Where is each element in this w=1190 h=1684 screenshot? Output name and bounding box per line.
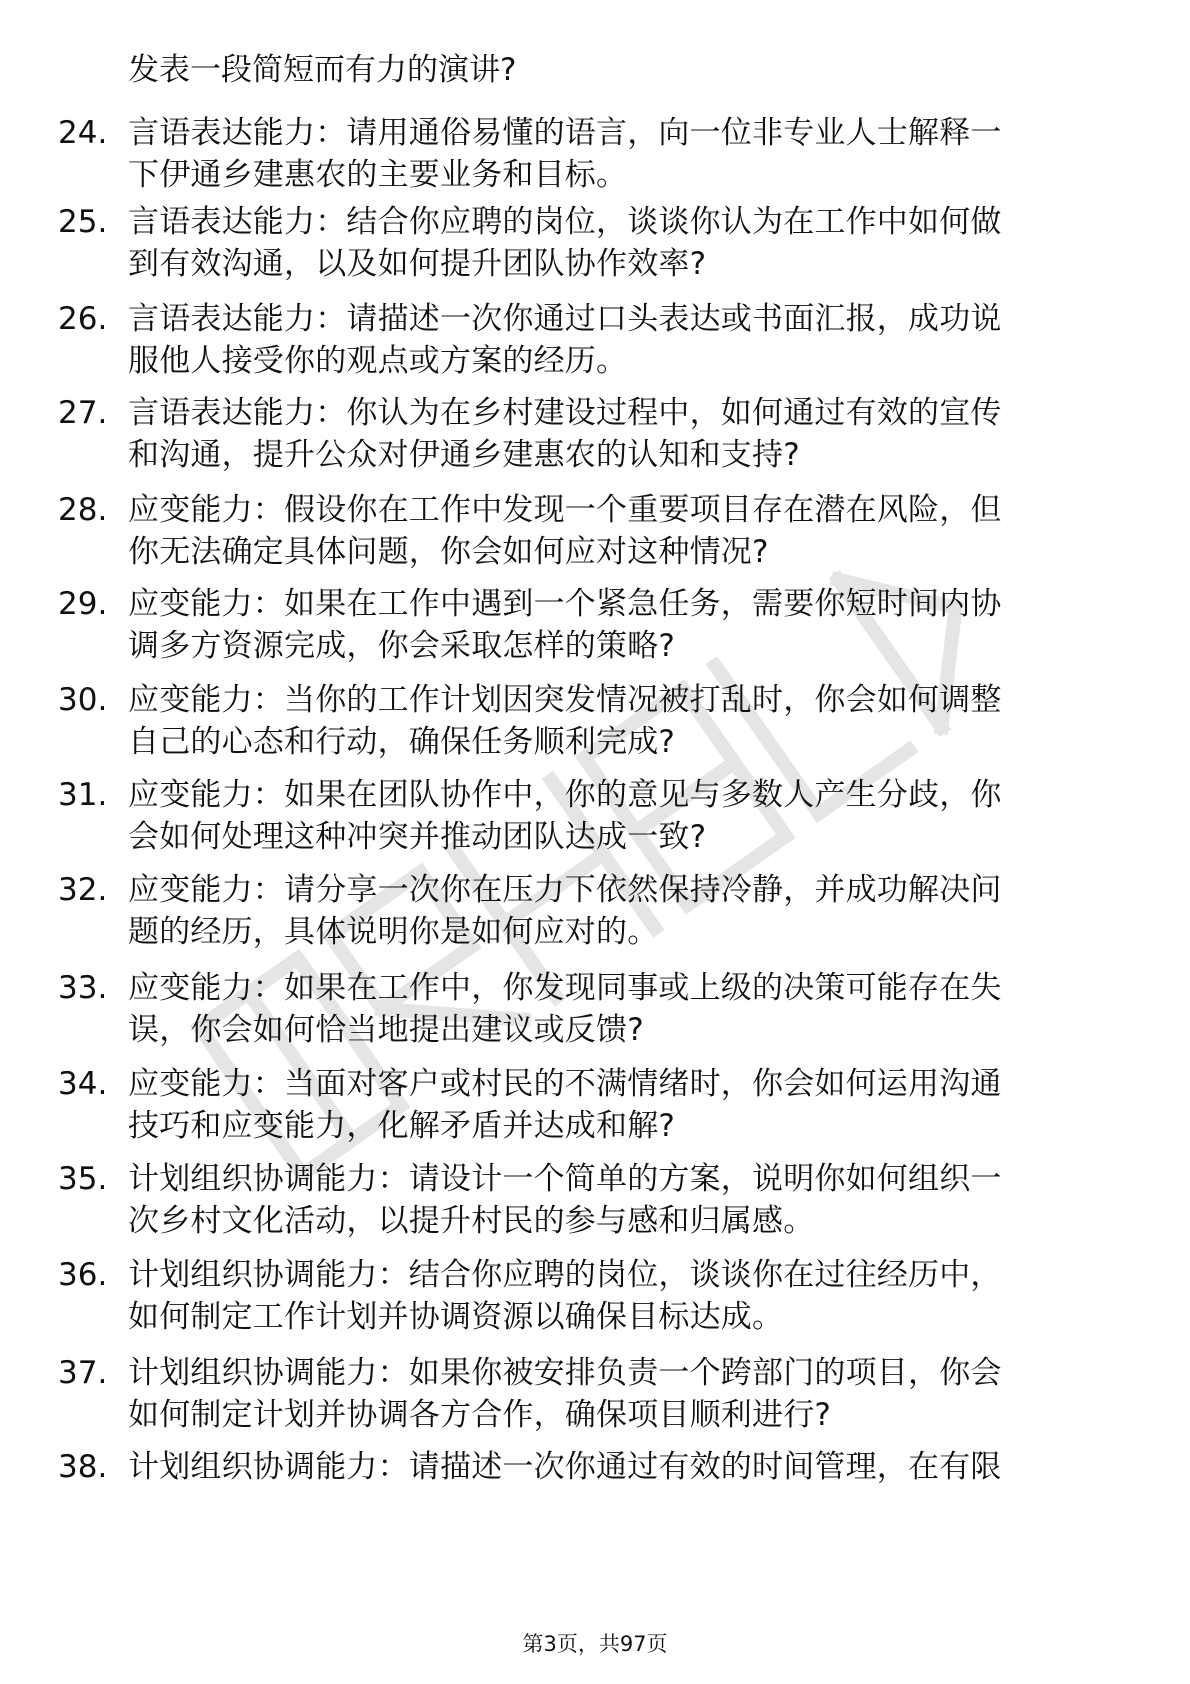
question-item-29 bbox=[0, 583, 1190, 667]
question-number: 34. bbox=[58, 1066, 108, 1102]
question-item-36 bbox=[0, 1254, 1190, 1338]
question-item-28 bbox=[0, 489, 1190, 573]
question-line: 如何制定工作计划并协调资源以确保目标达成。 bbox=[128, 1299, 784, 1335]
question-line: 技巧和应变能力，化解矛盾并达成和解? bbox=[128, 1108, 676, 1144]
question-text bbox=[128, 1254, 1118, 1338]
question-line: 计划组织协调能力：结合你应聘的岗位，谈谈你在过往经历中， bbox=[128, 1257, 1002, 1293]
question-item-35 bbox=[0, 1158, 1190, 1242]
question-text bbox=[128, 583, 1118, 667]
question-text bbox=[128, 392, 1118, 476]
question-number: 30. bbox=[58, 682, 108, 718]
question-line: 如何制定计划并协调各方合作，确保项目顺利进行? bbox=[128, 1397, 832, 1433]
question-line: 到有效沟通，以及如何提升团队协作效率? bbox=[128, 246, 707, 282]
question-line: 误，你会如何恰当地提出建议或反馈? bbox=[128, 1012, 644, 1048]
question-number: 29. bbox=[58, 586, 108, 622]
question-number: 35. bbox=[58, 1161, 108, 1197]
question-item-31 bbox=[0, 774, 1190, 858]
question-text bbox=[128, 201, 1118, 285]
question-item-26 bbox=[0, 298, 1190, 382]
question-line: 你无法确定具体问题，你会如何应对这种情况? bbox=[128, 534, 769, 570]
question-text bbox=[128, 869, 1118, 953]
question-line: 应变能力：当面对客户或村民的不满情绪时，你会如何运用沟通 bbox=[128, 1066, 1002, 1102]
question-item-24 bbox=[0, 112, 1190, 196]
question-text bbox=[128, 679, 1118, 763]
question-number: 24. bbox=[58, 115, 108, 151]
question-text bbox=[128, 112, 1118, 196]
question-line: 应变能力：请分享一次你在压力下依然保持冷静，并成功解决问 bbox=[128, 872, 1002, 908]
continuation-text: 发表一段简短而有力的演讲? bbox=[128, 52, 517, 88]
question-line: 下伊通乡建惠农的主要业务和目标。 bbox=[128, 157, 628, 193]
question-line: 次乡村文化活动，以提升村民的参与感和归属感。 bbox=[128, 1203, 815, 1239]
question-item-34 bbox=[0, 1063, 1190, 1147]
question-number: 33. bbox=[58, 970, 108, 1006]
question-text bbox=[128, 1063, 1118, 1147]
question-line: 计划组织协调能力：请设计一个简单的方案，说明你如何组织一 bbox=[128, 1161, 1002, 1197]
question-line: 言语表达能力：结合你应聘的岗位，谈谈你认为在工作中如何做 bbox=[128, 204, 1002, 240]
question-number: 26. bbox=[58, 301, 108, 337]
question-item-32 bbox=[0, 869, 1190, 953]
question-line: 自己的心态和行动，确保任务顺利完成? bbox=[128, 724, 676, 760]
question-line: 应变能力：假设你在工作中发现一个重要项目存在潜在风险，但 bbox=[128, 492, 1002, 528]
question-line: 应变能力：如果在团队协作中，你的意见与多数人产生分歧，你 bbox=[128, 777, 1002, 813]
question-item-37 bbox=[0, 1352, 1190, 1436]
question-line: 和沟通，提升公众对伊通乡建惠农的认知和支持? bbox=[128, 437, 800, 473]
question-number: 36. bbox=[58, 1257, 108, 1293]
question-number: 25. bbox=[58, 204, 108, 240]
question-item-27 bbox=[0, 392, 1190, 476]
question-line: 应变能力：当你的工作计划因突发情况被打乱时，你会如何调整 bbox=[128, 682, 1002, 718]
question-number: 37. bbox=[58, 1355, 108, 1391]
question-number: 31. bbox=[58, 777, 108, 813]
question-line: 计划组织协调能力：如果你被安排负责一个跨部门的项目，你会 bbox=[128, 1355, 1002, 1391]
question-text bbox=[128, 1158, 1118, 1242]
question-text bbox=[128, 967, 1118, 1051]
question-line: 服他人接受你的观点或方案的经历。 bbox=[128, 343, 628, 379]
question-line: 会如何处理这种冲突并推动团队达成一致? bbox=[128, 819, 707, 855]
question-line: 言语表达能力：请用通俗易懂的语言，向一位非专业人士解释一 bbox=[128, 115, 1002, 151]
question-item-33 bbox=[0, 967, 1190, 1051]
question-line: 言语表达能力：请描述一次你通过口头表达或书面汇报，成功说 bbox=[128, 301, 1002, 337]
question-number: 28. bbox=[58, 492, 108, 528]
question-item-25 bbox=[0, 201, 1190, 285]
question-item-30 bbox=[0, 679, 1190, 763]
question-line: 应变能力：如果在工作中，你发现同事或上级的决策可能存在失 bbox=[128, 970, 1002, 1006]
question-text bbox=[128, 774, 1118, 858]
question-line: 言语表达能力：你认为在乡村建设过程中，如何通过有效的宣传 bbox=[128, 395, 1002, 431]
question-number: 32. bbox=[58, 872, 108, 908]
question-line: 应变能力：如果在工作中遇到一个紧急任务，需要你短时间内协 bbox=[128, 586, 1002, 622]
question-item-38 bbox=[0, 1446, 1190, 1488]
page-footer: 第3页，共97页 bbox=[522, 1632, 668, 1656]
question-text bbox=[128, 298, 1118, 382]
question-line: 调多方资源完成，你会采取怎样的策略? bbox=[128, 628, 676, 664]
question-line: 计划组织协调能力：请描述一次你通过有效的时间管理，在有限 bbox=[128, 1449, 1002, 1485]
question-text bbox=[128, 1352, 1118, 1436]
question-number: 38. bbox=[58, 1449, 108, 1485]
question-text bbox=[128, 1446, 1118, 1488]
question-line: 题的经历，具体说明你是如何应对的。 bbox=[128, 914, 659, 950]
question-text bbox=[128, 489, 1118, 573]
question-number: 27. bbox=[58, 395, 108, 431]
